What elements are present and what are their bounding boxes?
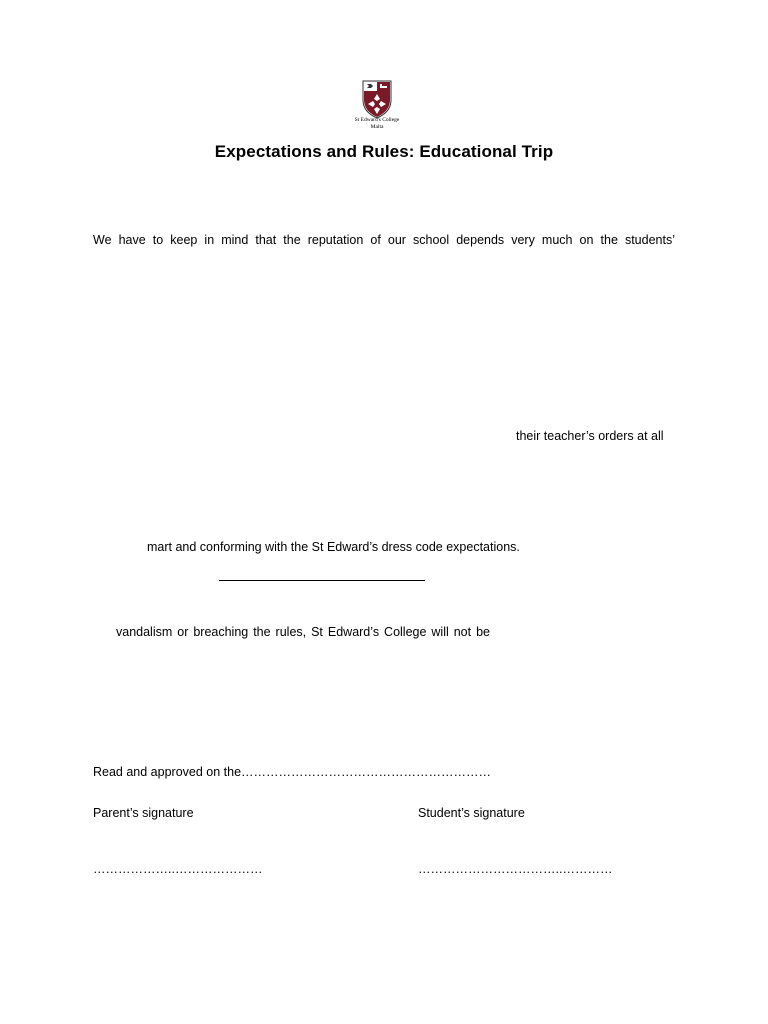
horizontal-rule	[219, 580, 425, 581]
read-approved-line: Read and approved on the……………………………………………………	[93, 765, 492, 779]
parent-signature-label: Parent’s signature	[93, 806, 194, 820]
vandalism-text: vandalism or breaching the rules, St Edward’s College will not be	[116, 625, 490, 639]
teacher-orders-text: their teacher’s orders at all	[516, 429, 664, 443]
student-signature-label: Student’s signature	[418, 806, 525, 820]
student-signature-line: ……………………………..…………	[418, 862, 613, 876]
dress-code-text: mart and conforming with the St Edward’s dress code expectations.	[147, 540, 520, 554]
parent-signature-line: ………………..…………………	[93, 862, 263, 876]
logo-caption-line2: Malta	[370, 123, 384, 130]
logo-caption	[340, 117, 414, 130]
logo-caption-line1: St Edward's College	[354, 117, 400, 123]
document-title: Expectations and Rules: Educational Trip	[214, 142, 554, 161]
intro-paragraph: We have to keep in mind that the reputation of our school depends very much on the students’	[93, 233, 675, 247]
